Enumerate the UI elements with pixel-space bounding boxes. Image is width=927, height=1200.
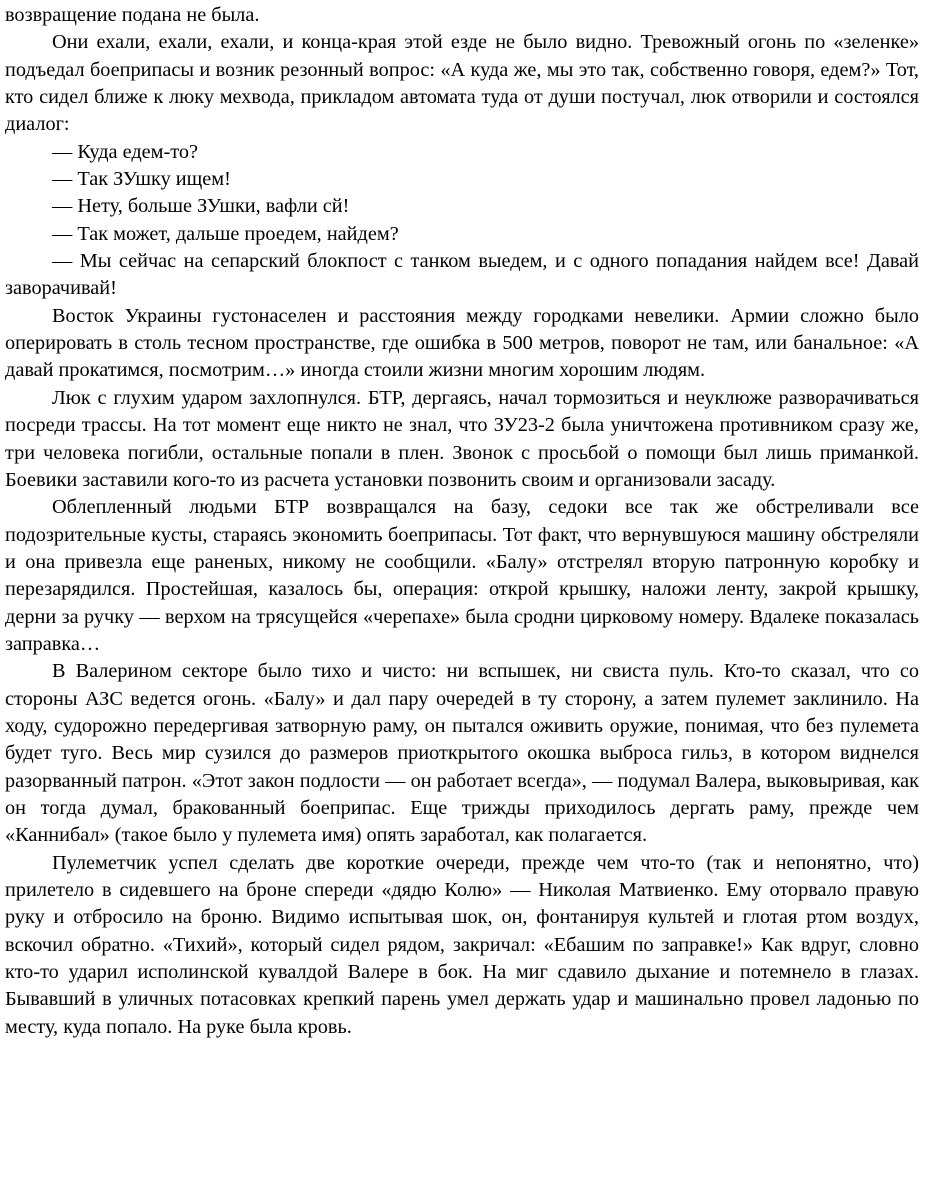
paragraph: Восток Украины густонаселен и расстояния между городками невелики. Армии сложно было оперировать в столь тесном пространстве, где ошибка в 500 метров, поворот не там, или банальное: «А давай прокатимся, посмотрим…» иногда стоили жизни многим хорошим людям.: [5, 304, 919, 382]
dialogue-line: — Мы сейчас на сепарский блокпост с танком выедем, и с одного попадания найдем все! Давай заворачивай!: [5, 250, 919, 300]
dialogue-line: — Нету, больше ЗУшки, вафли сй!: [52, 195, 350, 218]
paragraph: В Валерином секторе было тихо и чисто: ни вспышек, ни свиста пуль. Кто-то сказал, что со стороны АЗС ведется огонь. «Балу» и дал пару очередей в ту сторону, а затем пулемет заклинило. На ходу, судорожно передергивая затворную раму, он пытался оживить оружие, понимая, что без пулемета будет туго. Весь мир сузился до размеров приоткрытого окошка выброса гильз, в котором виднелся разорванный патрон. «Этот закон подлости — он работает всегда», — подумал Валера, выковыривая, как он тогда думал, бракованный боеприпас. Еще трижды приходилось дергать раму, прежде чем «Каннибал» (такое было у пулемета имя) опять заработал, как полагается.: [5, 660, 919, 847]
paragraph: Пулеметчик успел сделать две короткие очереди, прежде чем что-то (так и непонятно, что) прилетело в сидевшего на броне спереди «дядю Колю» — Николая Матвиенко. Ему оторвало правую руку и отбросило на броню. Видимо испытывая шок, он, фонтанируя культей и глотая ртом воздух, вскочил обратно. «Тихий», который сидел рядом, закричал: «Ебашим по заправке!» Как вдруг, словно кто-то ударил исполинской кувалдой Валере в бок. На миг сдавило дыхание и потемнело в глазах. Бывавший в уличных потасовках крепкий парень умел держать удар и машинально провел ладонью по месту, куда попало. На руке была кровь.: [5, 851, 919, 1038]
dialogue-line: — Так может, дальше проедем, найдем?: [52, 222, 399, 245]
paragraph: Они ехали, ехали, ехали, и конца-края этой езде не было видно. Тревожный огонь по «зеленке» подъедал боеприпасы и возник резонный вопрос: «А куда же, мы это так, собственно говоря, едем?» Тот, кто сидел ближе к люку мехвода, прикладом автомата туда от души постучал, люк отворили и состоялся диалог:: [5, 31, 919, 136]
paragraph: Облепленный людьми БТР возвращался на базу, седоки все так же обстреливали все подозрительные кусты, стараясь экономить боеприпасы. Тот факт, что вернувшуюся машину обстреляли и она привезла еще раненых, никому не сообщили. «Балу» отстрелял вторую патронную коробку и перезарядился. Простейшая, казалось бы, операция: открой крышку, наложи ленту, закрой крышку, дерни за ручку — верхом на трясущейся «черепахе» была сродни цирковому номеру. Вдалеке показалась заправка…: [5, 496, 919, 655]
dialogue-line: — Куда едем-то?: [52, 140, 198, 163]
paragraph: Люк с глухим ударом захлопнулся. БТР, дергаясь, начал тормозиться и неуклюже разворачиваться посреди трассы. На тот момент еще никто не знал, что ЗУ23-2 была уничтожена противником сразу же, три человека погибли, остальные попали в плен. Звонок с просьбой о помощи был лишь приманкой. Боевики заставили кого-то из расчета установки позвонить своим и организовали засаду.: [5, 386, 919, 491]
paragraph-continuation: возвращение подана не была.: [5, 4, 260, 26]
dialogue-line: — Так ЗУшку ищем!: [52, 168, 231, 191]
document-page: [5, 2, 919, 1041]
